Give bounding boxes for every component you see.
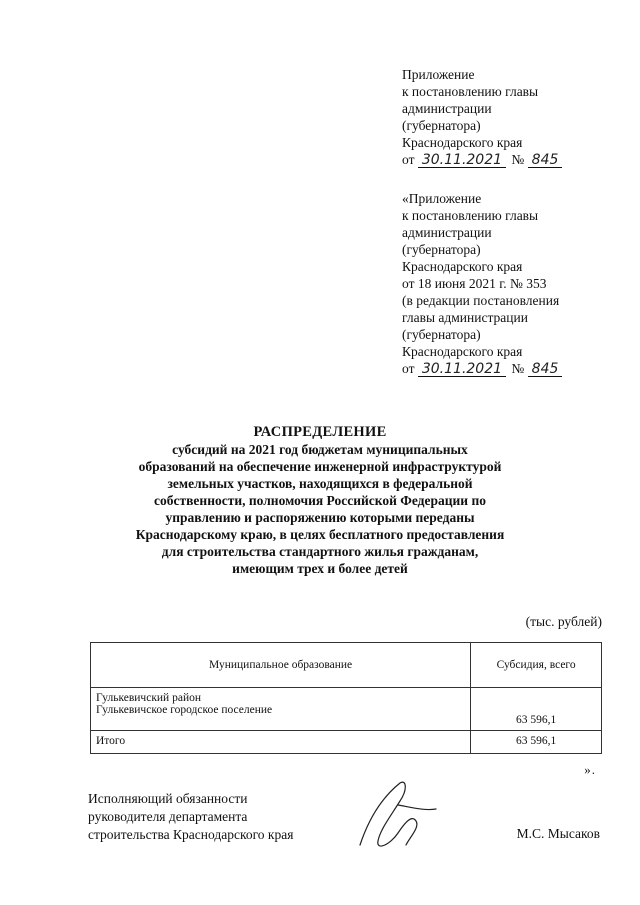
from-label: от [402,361,415,376]
title-line: субсидий на 2021 год бюджетам муниципальных [172,442,468,457]
distribution-table [90,642,602,754]
header-appendix-original [402,190,622,377]
header-date-line [402,360,622,377]
document-title [120,424,520,577]
header-line: (губернатора) [402,118,481,133]
header-line: администрации [402,101,492,116]
table-header-row [91,643,602,688]
total-label-cell: Итого [91,731,471,754]
title-line: для строительства стандартного жилья гражданам, [161,544,479,559]
signatory-name: М.С. Мысаков [516,826,600,841]
title-line: образований на обеспечение инженерной инфраструктурой [138,459,502,474]
header-date-line [402,151,622,168]
handwritten-number: 845 [528,153,563,168]
handwritten-date: 30.11.2021 [418,362,506,377]
number-label: № [511,152,525,167]
handwritten-number: 845 [528,362,563,377]
closing-quote: ». [584,762,596,777]
header-line: от 18 июня 2021 г. № 353 [402,276,547,291]
signatory-line: Исполняющий обязанности [88,791,248,806]
signatory-line: руководителя департамента [88,809,248,824]
header-line: к постановлению главы [402,84,539,99]
signatory-line: строительства Краснодарского края [88,827,294,842]
municipality-district: Гулькевичский район [96,692,201,704]
header-line: Краснодарского края [402,344,523,359]
header-line: Краснодарского края [402,135,523,150]
number-label: № [511,361,525,376]
header-line: (губернатора) [402,242,481,257]
header-line: к постановлению главы [402,208,539,223]
from-label: от [402,152,415,167]
header-line: Краснодарского края [402,259,523,274]
title-line: собственности, полномочия Российской Федерации по [154,493,486,508]
municipality-settlement: Гулькевичское городское поселение [96,704,273,716]
units-label: (тыс. рублей) [525,614,602,629]
title-line: земельных участков, находящихся в федеральной [167,476,473,491]
total-value-cell: 63 596,1 [471,731,602,754]
column-header-subsidy: Субсидия, всего [471,643,602,688]
table-row-total [91,731,602,754]
signatory-position [88,790,293,844]
header-line: Приложение [402,67,475,82]
header-line: главы администрации [402,310,528,325]
table-row [91,688,602,731]
header-appendix-current [402,66,622,168]
column-header-municipality: Муниципальное образование [91,643,471,688]
handwritten-signature [340,775,450,855]
municipality-cell [91,688,471,731]
subsidy-cell: 63 596,1 [471,688,602,731]
header-line: (в редакции постановления [402,293,560,308]
title-line: управлению и распоряжению которыми переданы [165,510,475,525]
header-line: администрации [402,225,492,240]
header-line: «Приложение [402,191,482,206]
handwritten-date: 30.11.2021 [418,153,506,168]
title-heading: РАСПРЕДЕЛЕНИЕ [253,424,387,440]
header-line: (губернатора) [402,327,481,342]
title-line: Краснодарскому краю, в целях бесплатного предоставления [135,527,505,542]
title-line: имеющим трех и более детей [232,561,408,576]
